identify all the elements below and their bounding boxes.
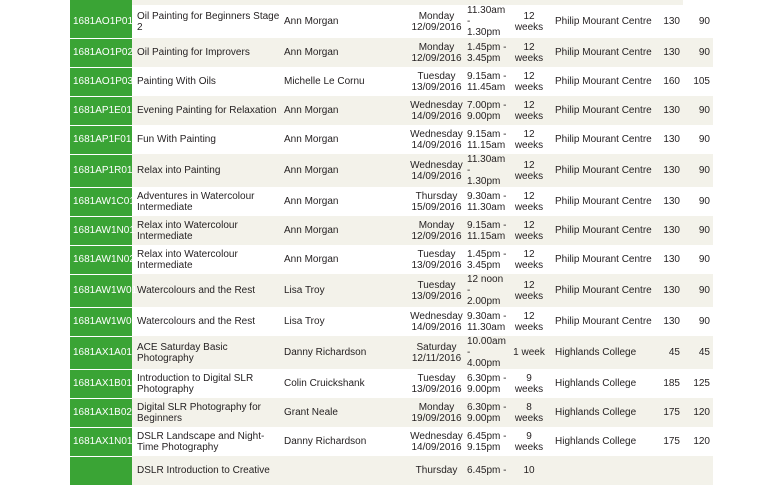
time-end: 1.30pm — [467, 27, 501, 38]
duration-unit: weeks — [514, 201, 544, 213]
table-row — [70, 216, 713, 245]
course-duration — [508, 456, 550, 485]
fee: 130 — [654, 38, 684, 67]
course-title: Relax into Watercolour Intermediate — [132, 216, 281, 245]
course-code: 1681AX1N01 — [70, 427, 132, 456]
class-time — [463, 336, 508, 369]
table-row — [70, 38, 713, 67]
time-start: 1.45pm - — [467, 41, 507, 53]
start-day: Monday — [418, 219, 455, 231]
start-date: 13/09/2016 — [411, 81, 462, 93]
fee: 130 — [654, 96, 684, 125]
start-day-date — [410, 336, 463, 369]
concession-fee: 120 — [693, 436, 710, 447]
venue: Highlands College — [550, 398, 654, 427]
concession-fee: 90 — [698, 316, 710, 327]
duration-value: 12 — [523, 248, 535, 260]
duration-value: 1 week — [513, 347, 545, 358]
time-start: 1.45pm - — [467, 248, 507, 260]
venue: Philip Mourant Centre — [555, 316, 652, 327]
duration-unit: weeks — [514, 290, 544, 302]
course-code: 1681AP1E01 — [70, 96, 132, 125]
venue: Highlands College — [550, 336, 654, 369]
start-day-date — [410, 38, 463, 67]
duration-unit: weeks — [514, 170, 544, 182]
tutor-name: Michelle Le Cornu — [284, 76, 365, 87]
tutor-name: Ann Morgan — [281, 38, 410, 67]
tutor-name: Lisa Troy — [281, 274, 410, 307]
course-title: DSLR Introduction to Creative — [132, 456, 281, 485]
fee: 130 — [654, 216, 684, 245]
concession-fee: 90 — [684, 96, 713, 125]
course-duration — [508, 38, 550, 67]
fee: 175 — [654, 398, 684, 427]
class-time — [463, 38, 508, 67]
course-duration — [508, 398, 550, 427]
class-time — [463, 369, 508, 398]
duration-value: 9 — [526, 372, 532, 384]
duration-unit: weeks — [514, 139, 544, 151]
course-code: 1681AO1P03 — [70, 67, 132, 96]
start-date: 14/09/2016 — [411, 110, 462, 122]
duration-unit: weeks — [514, 230, 544, 242]
course-duration — [508, 307, 550, 336]
time-end: 3.45pm — [467, 259, 501, 271]
class-time — [463, 398, 508, 427]
venue: Philip Mourant Centre — [555, 16, 652, 27]
course-duration — [508, 5, 550, 38]
duration-value: 12 — [523, 159, 535, 171]
class-time — [463, 5, 508, 38]
start-day-date — [410, 369, 463, 398]
concession-fee: 90 — [684, 38, 713, 67]
start-day: Tuesday — [417, 70, 456, 82]
concession-fee: 90 — [698, 254, 710, 265]
table-row — [70, 245, 713, 274]
tutor-name: Ann Morgan — [281, 96, 410, 125]
concession-fee: 125 — [693, 378, 710, 389]
duration-value: 10 — [523, 465, 535, 476]
time-end: 11.45am — [467, 81, 506, 93]
course-duration — [508, 96, 550, 125]
course-title: Watercolours and the Rest — [132, 274, 281, 307]
table-row — [70, 398, 713, 427]
class-time — [463, 245, 508, 274]
start-day-date — [410, 245, 463, 274]
fee: 130 — [663, 316, 680, 327]
fee: 130 — [663, 196, 680, 207]
start-date: 19/09/2016 — [411, 412, 462, 424]
start-date: 13/09/2016 — [411, 383, 462, 395]
concession-fee: 90 — [698, 134, 710, 145]
tutor-name: Ann Morgan — [284, 134, 339, 145]
start-day: Saturday — [416, 341, 457, 353]
time-end: 2.00pm — [467, 296, 501, 307]
course-title: Relax into Watercolour Intermediate — [137, 248, 238, 271]
start-day: Wednesday — [410, 430, 463, 442]
start-date: 14/09/2016 — [411, 170, 462, 182]
time-end: 9.00pm — [467, 110, 501, 122]
course-code — [70, 456, 132, 485]
duration-value: 12 — [523, 10, 535, 22]
fee: 185 — [663, 378, 680, 389]
fee: 130 — [654, 274, 684, 307]
table-row — [70, 336, 713, 369]
time-start: 11.30am - — [467, 5, 506, 27]
course-duration — [508, 154, 550, 187]
course-title: Watercolours and the Rest — [137, 316, 256, 327]
duration-unit: weeks — [514, 21, 544, 33]
class-time — [463, 274, 508, 307]
fee: 130 — [663, 16, 680, 27]
time-end: 3.45pm — [467, 52, 501, 64]
tutor-name: Ann Morgan — [281, 216, 410, 245]
start-date: 12/09/2016 — [411, 230, 462, 242]
course-duration — [508, 216, 550, 245]
start-day-date — [410, 398, 463, 427]
venue: Philip Mourant Centre — [550, 96, 654, 125]
start-day: Tuesday — [417, 372, 456, 384]
start-date: 13/09/2016 — [411, 259, 462, 271]
start-day-date — [410, 456, 463, 485]
course-code: 1681AW1N01 — [70, 216, 132, 245]
concession-fee: 120 — [684, 398, 713, 427]
course-title: Oil Painting for Improvers — [132, 38, 281, 67]
class-time — [463, 187, 508, 216]
duration-value: 12 — [523, 279, 535, 291]
course-code: 1681AW1W01 — [70, 274, 132, 307]
time-end: 1.30pm — [467, 176, 501, 187]
table-row — [70, 154, 713, 187]
time-start: 9.15am - — [467, 70, 507, 82]
concession-fee: 45 — [684, 336, 713, 369]
duration-value: 12 — [523, 219, 535, 231]
table-row — [70, 5, 713, 38]
course-duration — [508, 427, 550, 456]
start-day-date — [410, 5, 463, 38]
course-duration — [508, 245, 550, 274]
tutor-name — [281, 456, 410, 485]
tutor-name: Ann Morgan — [281, 154, 410, 187]
course-duration — [508, 336, 550, 369]
start-day-date — [410, 274, 463, 307]
course-duration — [508, 67, 550, 96]
table-row — [70, 427, 713, 456]
time-end: 11.30am — [467, 201, 506, 213]
fee: 175 — [663, 436, 680, 447]
course-code: 1681AO1P02 — [70, 38, 132, 67]
course-code: 1681AX1A01 — [70, 336, 132, 369]
course-duration — [508, 369, 550, 398]
tutor-name: Danny Richardson — [281, 336, 410, 369]
start-day: Wednesday — [410, 128, 463, 140]
course-duration — [508, 125, 550, 154]
course-title: DSLR Landscape and Night-Time Photography — [137, 430, 265, 453]
start-day: Monday — [418, 10, 455, 22]
duration-value: 12 — [523, 99, 535, 111]
tutor-name: Ann Morgan — [284, 196, 339, 207]
course-code: 1681AX1B02 — [70, 398, 132, 427]
venue: Philip Mourant Centre — [555, 134, 652, 145]
table-row — [70, 369, 713, 398]
concession-fee: 90 — [698, 16, 710, 27]
venue — [550, 456, 654, 485]
duration-value: 12 — [523, 70, 535, 82]
venue: Philip Mourant Centre — [550, 216, 654, 245]
start-day: Tuesday — [417, 279, 456, 291]
start-date: 14/09/2016 — [411, 441, 462, 453]
time-start: 7.00pm - — [467, 99, 507, 111]
start-date: 13/09/2016 — [411, 290, 462, 302]
class-time — [463, 125, 508, 154]
course-code: 1681AW1C01 — [70, 187, 132, 216]
duration-unit: weeks — [514, 81, 544, 93]
start-day: Wednesday — [410, 310, 463, 322]
time-start: 9.30am - — [467, 310, 507, 322]
course-title: Oil Painting for Beginners Stage 2 — [137, 10, 280, 33]
course-code: 1681AW1N02 — [70, 245, 132, 274]
venue: Philip Mourant Centre — [550, 274, 654, 307]
class-time — [463, 307, 508, 336]
course-title: Painting With Oils — [137, 76, 216, 87]
time-start: 6.45pm - — [467, 465, 507, 476]
start-date: 12/11/2016 — [411, 352, 462, 364]
venue: Philip Mourant Centre — [550, 154, 654, 187]
venue: Philip Mourant Centre — [555, 254, 652, 265]
course-title: Evening Painting for Relaxation — [132, 96, 281, 125]
start-date: 14/09/2016 — [411, 139, 462, 151]
duration-value: 8 — [526, 401, 532, 413]
time-end: 11.15am — [467, 230, 506, 242]
tutor-name: Ann Morgan — [284, 16, 339, 27]
start-date: 15/09/2016 — [411, 201, 462, 213]
table-row — [70, 96, 713, 125]
concession-fee — [684, 456, 713, 485]
table-row — [70, 67, 713, 96]
venue: Philip Mourant Centre — [555, 196, 652, 207]
start-day-date — [410, 427, 463, 456]
start-date: 14/09/2016 — [411, 321, 462, 333]
fee: 130 — [663, 254, 680, 265]
duration-unit: weeks — [514, 110, 544, 122]
time-start: 9.15am - — [467, 128, 507, 140]
table-row — [70, 274, 713, 307]
tutor-name: Lisa Troy — [284, 316, 325, 327]
course-code: 1681AP1F01 — [70, 125, 132, 154]
time-start: 9.30am - — [467, 190, 507, 202]
tutor-name: Ann Morgan — [284, 254, 339, 265]
course-code: 1681AW1W02 — [70, 307, 132, 336]
duration-unit: weeks — [514, 52, 544, 64]
duration-unit: weeks — [514, 321, 544, 333]
start-day: Thursday — [415, 465, 458, 476]
fee — [654, 456, 684, 485]
fee: 130 — [663, 134, 680, 145]
class-time — [463, 427, 508, 456]
table-row — [70, 307, 713, 336]
duration-unit: weeks — [514, 412, 544, 424]
time-end: 4.00pm — [467, 358, 501, 369]
fee: 45 — [654, 336, 684, 369]
time-start: 6.30pm - — [467, 401, 507, 413]
time-end: 9.00pm — [467, 383, 501, 395]
course-title: Digital SLR Photography for Beginners — [132, 398, 281, 427]
class-time — [463, 67, 508, 96]
course-title: Fun With Painting — [137, 134, 216, 145]
time-start: 9.15am - — [467, 219, 507, 231]
course-title: ACE Saturday Basic Photography — [132, 336, 281, 369]
start-day: Tuesday — [417, 248, 456, 260]
concession-fee: 90 — [684, 216, 713, 245]
concession-fee: 105 — [693, 76, 710, 87]
course-title: Relax into Painting — [132, 154, 281, 187]
fee: 160 — [663, 76, 680, 87]
start-day-date — [410, 125, 463, 154]
duration-value: 12 — [523, 128, 535, 140]
start-day: Monday — [418, 41, 455, 53]
duration-value: 12 — [523, 190, 535, 202]
start-day-date — [410, 154, 463, 187]
start-day-date — [410, 67, 463, 96]
class-time — [463, 216, 508, 245]
course-code: 1681AO1P01 — [70, 5, 132, 38]
course-table — [70, 5, 713, 486]
course-title: Adventures in Watercolour Intermediate — [137, 190, 255, 213]
course-duration — [508, 187, 550, 216]
duration-unit: weeks — [514, 441, 544, 453]
fee: 130 — [654, 154, 684, 187]
table-row — [70, 456, 713, 485]
tutor-name: Danny Richardson — [284, 436, 367, 447]
start-day-date — [410, 187, 463, 216]
time-end: 9.00pm — [467, 412, 501, 424]
duration-value: 12 — [523, 41, 535, 53]
tutor-name: Grant Neale — [281, 398, 410, 427]
start-day: Wednesday — [410, 159, 463, 171]
start-day-date — [410, 96, 463, 125]
table-row — [70, 125, 713, 154]
concession-fee: 90 — [684, 274, 713, 307]
course-title: Introduction to Digital SLR Photography — [137, 372, 254, 395]
duration-unit: weeks — [514, 259, 544, 271]
time-start: 10.00am - — [467, 336, 506, 358]
start-day-date — [410, 307, 463, 336]
concession-fee: 90 — [684, 154, 713, 187]
venue: Highlands College — [555, 378, 637, 389]
start-date: 12/09/2016 — [411, 21, 462, 33]
start-day: Thursday — [415, 190, 458, 202]
time-start: 11.30am - — [467, 154, 506, 176]
duration-value: 9 — [526, 430, 532, 442]
time-start: 12 noon - — [467, 274, 504, 296]
start-day-date — [410, 216, 463, 245]
time-start: 6.45pm - — [467, 430, 507, 442]
venue: Philip Mourant Centre — [555, 76, 652, 87]
time-start: 6.30pm - — [467, 372, 507, 384]
time-end: 9.15pm — [467, 441, 501, 453]
venue: Philip Mourant Centre — [550, 38, 654, 67]
table-row — [70, 187, 713, 216]
course-code: 1681AP1R01 — [70, 154, 132, 187]
time-end: 11.30am — [467, 321, 506, 333]
tutor-name: Colin Cruickshank — [284, 378, 365, 389]
course-duration — [508, 274, 550, 307]
start-date: 12/09/2016 — [411, 52, 462, 64]
class-time — [463, 154, 508, 187]
concession-fee: 90 — [698, 196, 710, 207]
start-day: Monday — [418, 401, 455, 413]
duration-value: 12 — [523, 310, 535, 322]
start-day: Wednesday — [410, 99, 463, 111]
class-time — [463, 456, 508, 485]
class-time — [463, 96, 508, 125]
course-code: 1681AX1B01 — [70, 369, 132, 398]
time-end: 11.15am — [467, 139, 506, 151]
venue: Highlands College — [555, 436, 637, 447]
duration-unit: weeks — [514, 383, 544, 395]
